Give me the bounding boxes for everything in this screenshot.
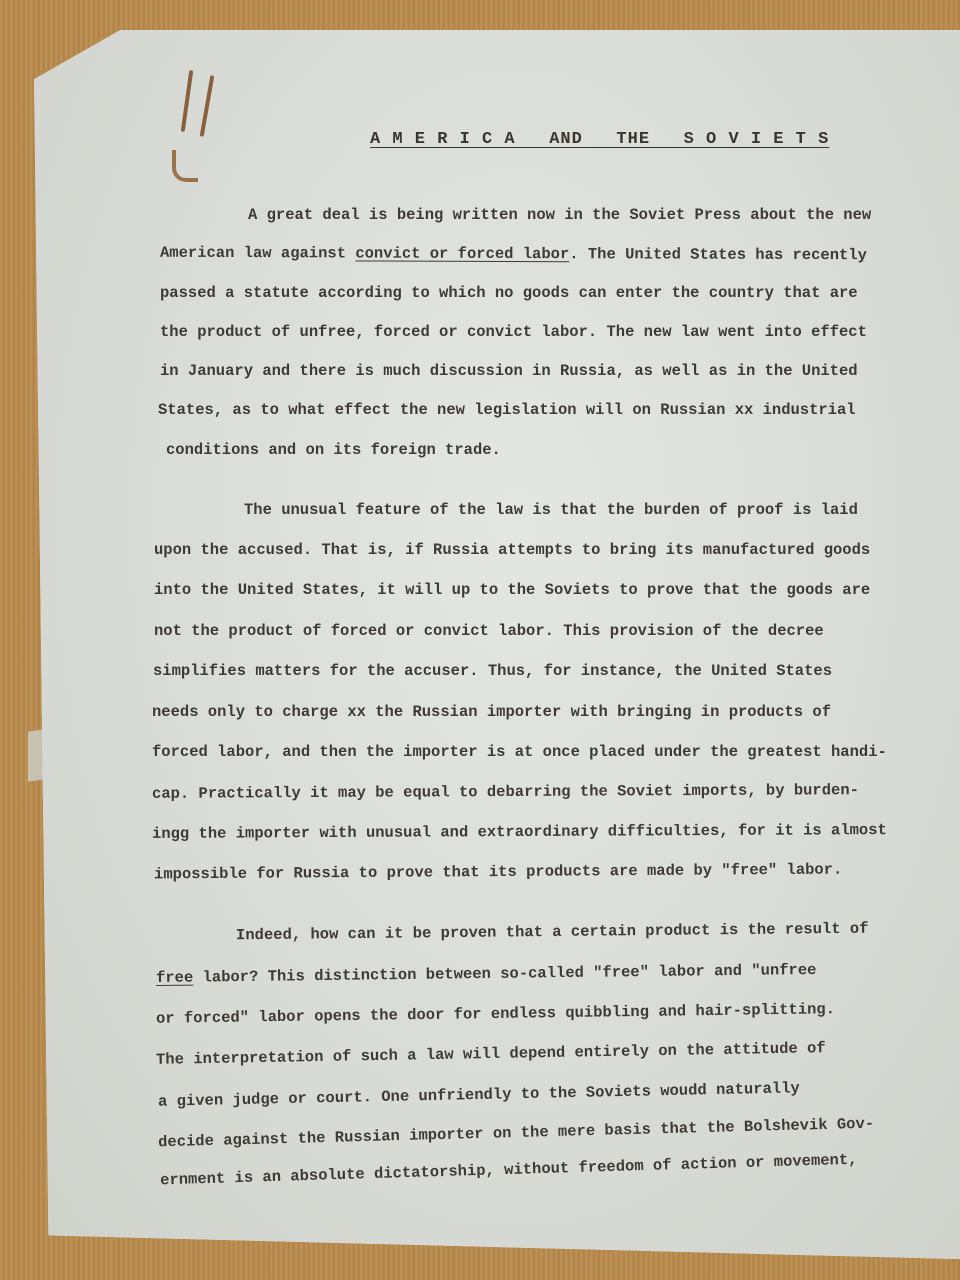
text-line: or forced" labor opens the door for endless quibbling and hair-splitting. xyxy=(155,1000,836,1028)
text-line: not the product of forced or convict labor. This provision of the decree xyxy=(154,622,824,640)
text-line: The unusual feature of the law is that the burden of proof is laid xyxy=(244,501,858,519)
text-line: cap. Practically it may be equal to debarring the Soviet imports, by burden- xyxy=(151,781,859,803)
text-line: ernment is an absolute dictatorship, without freedom of action or movement, xyxy=(159,1150,858,1190)
text-line: American law against convict or forced labor. The United States has recently xyxy=(159,243,867,265)
document-title: A M E R I C A AND THE S O V I E T S xyxy=(370,130,830,149)
text-line: A great deal is being written now in the Soviet Press about the new xyxy=(248,206,872,224)
underlined-text: free xyxy=(155,968,194,988)
text-line: Indeed, how can it be proven that a certain product is the result of xyxy=(235,919,869,945)
text-line: impossible for Russia to prove that its products are made by "free" labor. xyxy=(153,860,843,884)
text-line: in January and there is much discussion in Russia, as well as in the United xyxy=(160,362,858,380)
text-line: needs only to charge xx the Russian importer with bringing in products of xyxy=(152,703,832,721)
text-line: forced labor, and then the importer is at once placed under the greatest handi- xyxy=(152,743,887,761)
text-line: into the United States, it will up to the Soviets to prove that the goods are xyxy=(154,581,871,599)
text-line: conditions and on its foreign trade. xyxy=(166,441,501,459)
text-line: a given judge or court. One unfriendly to the Soviets woudd naturally xyxy=(157,1079,800,1111)
text-line: simplifies matters for the accuser. Thus, for instance, the United States xyxy=(153,662,833,680)
text-line: ingg the importer with unusual and extraordinary difficulties, for it is almost xyxy=(151,821,887,843)
text-line: decide against the Russian importer on the mere basis that the Bolshevik Gov- xyxy=(157,1114,875,1152)
ink-stain xyxy=(172,150,198,182)
text-line: free labor? This distinction between so-called "free" labor and "unfree xyxy=(155,960,817,988)
text-line: States, as to what effect the new legislation will on Russian xx industrial xyxy=(158,401,856,419)
text-line: The interpretation of such a law will depend entirely on the attitude of xyxy=(155,1039,826,1069)
text-line: the product of unfree, forced or convict labor. The new law went into effect xyxy=(160,323,867,341)
text-line: passed a statute according to which no goods can enter the country that are xyxy=(160,284,858,302)
text-line: upon the accused. That is, if Russia attempts to bring its manufactured goods xyxy=(154,541,871,559)
underlined-text: convict or forced labor xyxy=(355,244,570,264)
